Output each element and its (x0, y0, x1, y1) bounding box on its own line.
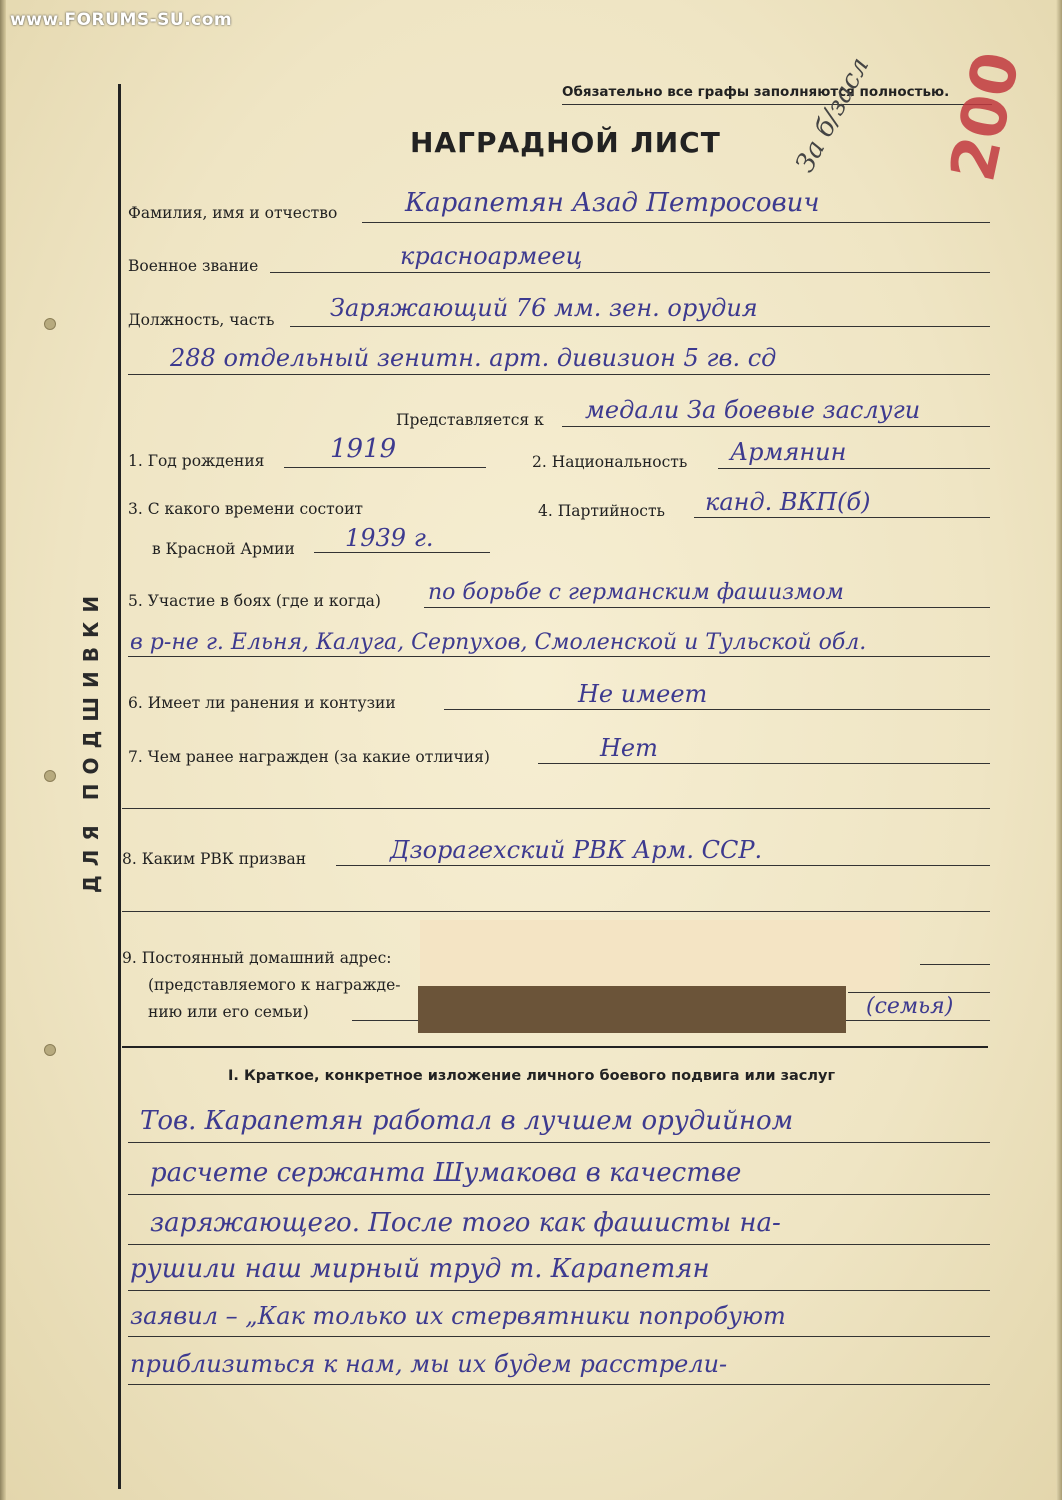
address-label-3: нию или его семьи) (148, 1003, 309, 1021)
wounds-rule (444, 709, 990, 710)
watermark: www.FORUMS-SU.com (10, 10, 233, 30)
fio-label: Фамилия, имя и отчество (128, 204, 338, 222)
section1-line-2: расчете сержанта Шумакова в качестве (150, 1158, 742, 1188)
text-rule-6 (128, 1384, 990, 1385)
punch-hole-middle (44, 770, 56, 782)
section1-line-1: Тов. Карапетян работал в лучшем орудийном (140, 1106, 794, 1136)
address-label: 9. Постоянный домашний адрес: (122, 949, 392, 967)
punch-hole-top (44, 318, 56, 330)
rvk-rule (336, 865, 990, 866)
section-divider (122, 1046, 988, 1048)
party-label: 4. Партийность (538, 502, 665, 520)
birth-year-rule (284, 467, 486, 468)
award-value: медали За боевые заслуги (585, 396, 921, 424)
red-pencil-number: 200 (935, 45, 1034, 188)
address-value: (семья) (866, 994, 954, 1019)
rank-value: красноармеец (400, 242, 583, 270)
nationality-label: 2. Национальность (532, 453, 688, 471)
award-rule (562, 426, 990, 427)
wounds-label: 6. Имеет ли ранения и контузии (128, 694, 396, 712)
section1-heading: I. Краткое, конкретное изложение личного боевого подвига или заслуг (228, 1068, 836, 1084)
note-underline (562, 104, 992, 105)
position-value-2: 288 отдельный зенитн. арт. дивизион 5 гв. сд (170, 344, 777, 372)
position-value: Заряжающий 76 мм. зен. орудия (330, 294, 758, 322)
nationality-value: Армянин (730, 438, 847, 466)
section1-line-6: приблизиться к нам, мы их будем расстрели- (130, 1350, 728, 1378)
address-rule-2 (848, 992, 990, 993)
text-rule-4 (128, 1290, 990, 1291)
document-title: НАГРАДНОЙ ЛИСТ (410, 126, 721, 159)
punch-hole-bottom (44, 1044, 56, 1056)
battles-rule (424, 607, 990, 608)
rvk-value: Дзорагехский РВК Арм. ССР. (390, 836, 763, 864)
address-rule-1 (920, 964, 990, 965)
rvk-rule-2 (122, 911, 990, 912)
section1-line-5: заявил – „Как только их стервятники попробуют (130, 1302, 786, 1330)
right-edge-shadow (1056, 0, 1062, 1500)
position-rule-2 (128, 374, 990, 375)
position-rule (290, 326, 990, 327)
text-rule-1 (128, 1142, 990, 1143)
fio-value: Карапетян Азад Петросович (405, 188, 820, 218)
party-value: канд. ВКП(б) (705, 488, 871, 516)
service-since-label-2: в Красной Армии (152, 540, 295, 558)
rvk-label: 8. Каким РВК призван (122, 850, 307, 868)
prior-awards-label: 7. Чем ранее награжден (за какие отличия) (128, 748, 490, 766)
text-rule-3 (128, 1244, 990, 1245)
birth-year-value: 1919 (330, 434, 397, 464)
address-label-2: (представляемого к награжде- (148, 976, 401, 994)
redaction-light (420, 920, 900, 990)
service-since-label: 3. С какого времени состоит (128, 500, 363, 518)
rank-label: Военное звание (128, 257, 259, 275)
rank-rule (270, 272, 990, 273)
fill-all-fields-note: Обязательно все графы заполняются полностью. (562, 84, 950, 100)
position-label: Должность, часть (128, 311, 275, 329)
fio-rule (362, 222, 990, 223)
text-rule-5 (128, 1336, 990, 1337)
battles-value: по борьбе с германским фашизмом (428, 580, 844, 605)
left-edge-shadow (0, 0, 6, 1500)
redaction-dark (418, 986, 846, 1033)
section1-line-3: заряжающего. После того как фашисты на- (150, 1208, 781, 1238)
party-rule (694, 517, 990, 518)
text-rule-2 (128, 1194, 990, 1195)
pencil-annotation: За б/засл (790, 52, 876, 178)
service-since-value: 1939 г. (345, 524, 434, 552)
award-label: Представляется к (396, 411, 544, 429)
service-since-rule (314, 552, 490, 553)
binding-label: ДЛЯ ПОДШИВКИ (79, 586, 103, 894)
prior-awards-rule-2 (122, 808, 990, 809)
prior-awards-value: Нет (600, 734, 658, 762)
battles-rule-2 (128, 656, 990, 657)
nationality-rule (718, 468, 990, 469)
section1-line-4: рушили наш мирный труд т. Карапетян (130, 1254, 710, 1284)
wounds-value: Не имеет (578, 680, 708, 708)
battles-label: 5. Участие в боях (где и когда) (128, 592, 381, 610)
battles-value-2: в р-не г. Ельня, Калуга, Серпухов, Смоленской и Тульской обл. (130, 630, 867, 655)
binding-margin-line (118, 84, 121, 1489)
prior-awards-rule (538, 763, 990, 764)
birth-year-label: 1. Год рождения (128, 452, 265, 470)
